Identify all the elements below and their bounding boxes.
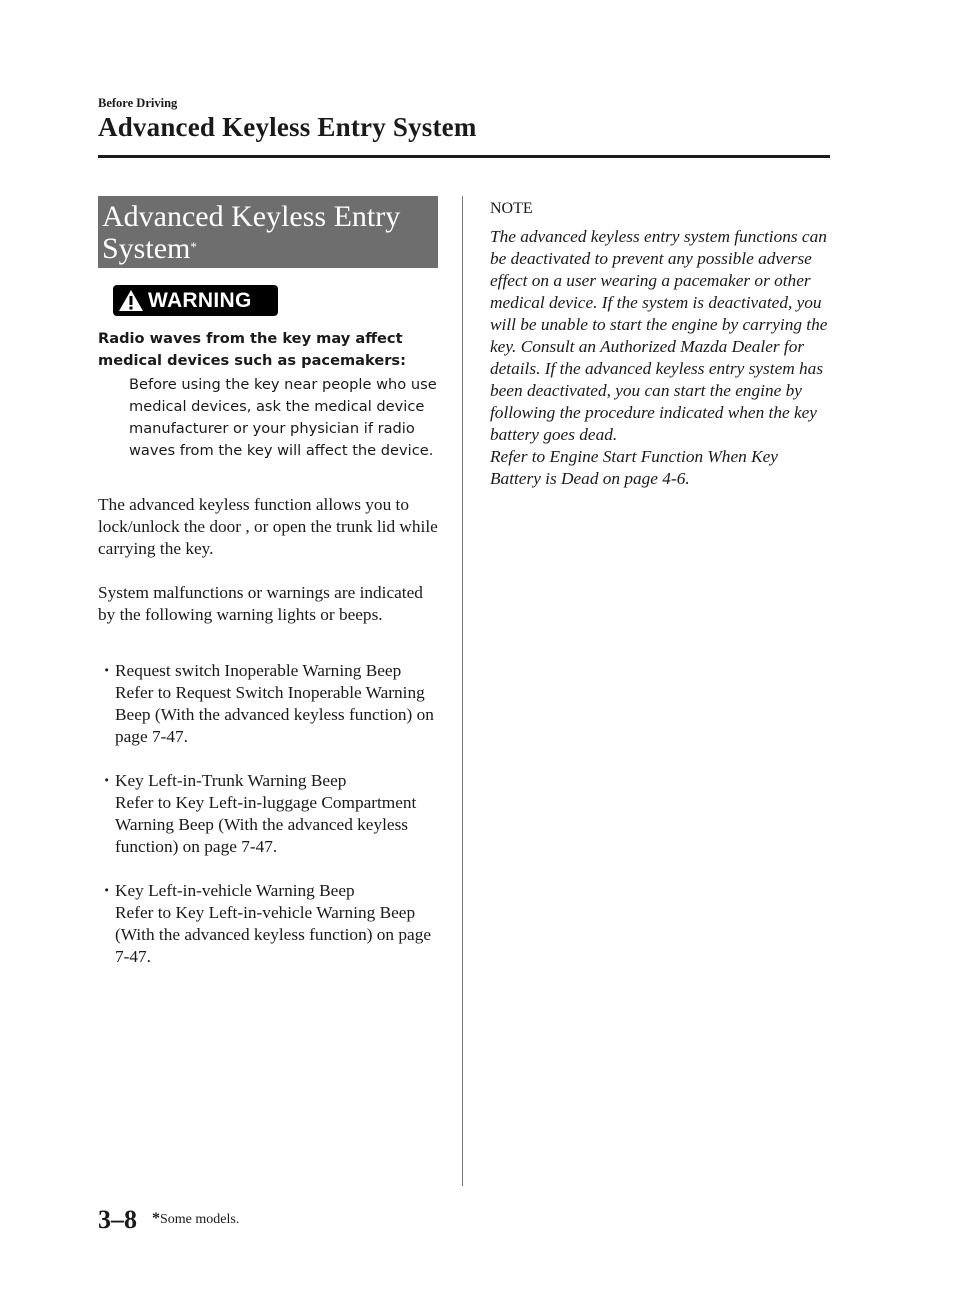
footnote-text: Some models.: [160, 1212, 240, 1227]
paragraph-malfunctions: System malfunctions or warnings are indicated by the following warning lights or beeps.: [98, 583, 423, 624]
footnote: [152, 1210, 239, 1228]
paragraph-intro: The advanced keyless function allows you to lock/unlock the door , or open the trunk lid while carrying the key.: [98, 495, 438, 558]
page-header-title: Advanced Keyless Entry System: [98, 112, 477, 142]
list-item-ref: Refer to Request Switch Inoperable Warning Beep (With the advanced keyless function) on page 7-47.: [115, 683, 434, 746]
list-item-ref: Refer to Key Left-in-vehicle Warning Beep (With the advanced keyless function) on page 7-47.: [115, 903, 432, 966]
footnote-mark: *: [152, 1210, 160, 1227]
column-divider: [462, 196, 463, 1186]
list-item-title: Key Left-in-vehicle Warning Beep: [115, 881, 355, 900]
warning-triangle-icon: [118, 289, 144, 312]
asterisk-mark: *: [190, 239, 197, 254]
note-label: NOTE: [490, 200, 533, 217]
list-item-title: Request switch Inoperable Warning Beep: [115, 661, 402, 680]
breadcrumb: Before Driving: [98, 96, 178, 110]
bullet-glyph: ꞏ: [104, 881, 110, 900]
section-title-line2: [102, 233, 197, 265]
list-item-ref: Refer to Key Left-in-luggage Compartment Warning Beep (With the advanced keyless function) on page 7-47.: [115, 793, 417, 856]
note-body: [490, 226, 830, 490]
warning-body: Before using the key near people who use medical devices, ask the medical device manufacturer or your physician if radio waves from the key will affect the device.: [129, 376, 437, 459]
bullet-glyph: ꞏ: [104, 771, 110, 790]
bullet-glyph: ꞏ: [104, 661, 110, 680]
note-ref: Refer to Engine Start Function When Key Battery is Dead on page 4-6.: [490, 447, 778, 488]
note-text: The advanced keyless entry system functions can be deactivated to prevent any possible adverse effect on a user wearing a pacemaker or other medical device. If the system is deactivated, you will be unable to start the engine by carrying the key. Consult an Authorized Mazda Dealer for details. If the advanced keyless entry system has been deactivated, you can start the engine by following the procedure indicated when the key battery goes dead.: [490, 227, 828, 444]
section-title-text: System: [102, 232, 191, 265]
section-title-line1: Advanced Keyless Entry: [102, 200, 401, 233]
warning-badge: [113, 285, 278, 316]
warning-heading: Radio waves from the key may affect medical devices such as pacemakers:: [98, 330, 406, 369]
page-number: 3–8: [98, 1205, 137, 1234]
header-rule: [98, 155, 830, 158]
section-title-box: [98, 196, 438, 268]
warning-badge-label: WARNING: [148, 288, 252, 312]
list-item-title: Key Left-in-Trunk Warning Beep: [115, 771, 347, 790]
